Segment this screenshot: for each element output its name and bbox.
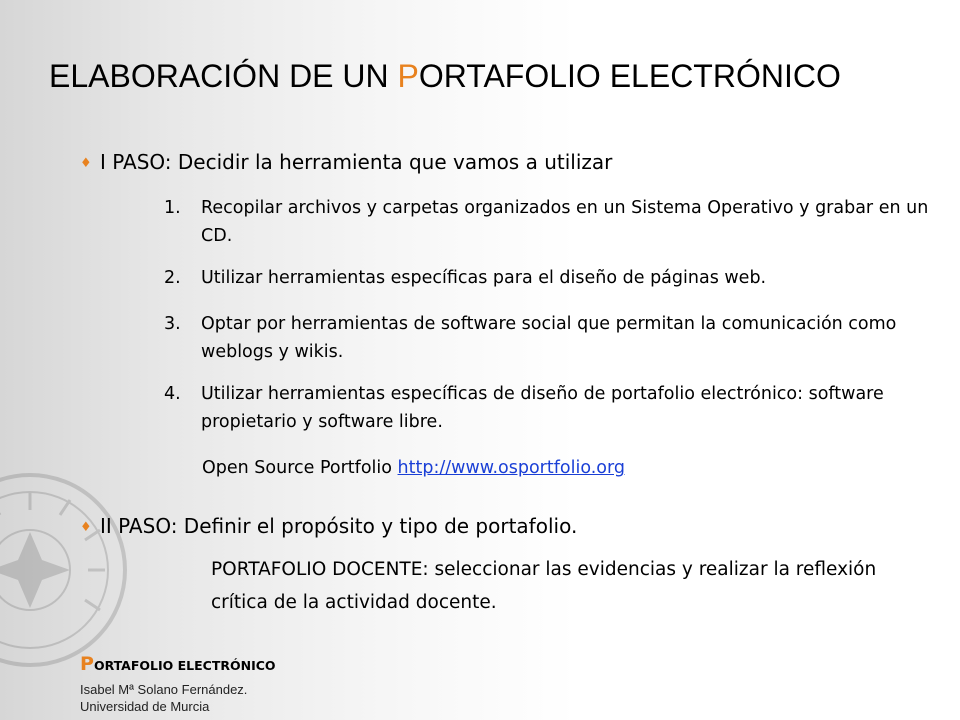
- diamond-bullet-icon: ♦: [80, 156, 92, 171]
- diamond-bullet-icon: ♦: [80, 520, 92, 535]
- footer-brand-rest: ORTAFOLIO ELECTRÓNICO: [93, 658, 276, 673]
- title-start: ELABORACIÓN DE UN: [49, 58, 398, 94]
- footer-brand: [80, 653, 276, 675]
- list-item-number: 2.: [164, 268, 181, 288]
- list-item: [164, 264, 944, 292]
- page-title: [49, 58, 949, 95]
- list-item-text: Optar por herramientas de software social que permitan la comunicación como weblogs y wikis.: [201, 314, 897, 362]
- list-item: [164, 310, 944, 366]
- osp-link[interactable]: http://www.osportfolio.org: [397, 458, 625, 478]
- paso1-heading-row: [80, 150, 612, 174]
- list-item-number: 3.: [164, 314, 181, 334]
- list-item: [164, 380, 944, 436]
- paso2-heading: II PASO: Definir el propósito y tipo de portafolio.: [100, 514, 578, 538]
- list-item-text: Recopilar archivos y carpetas organizados en un Sistema Operativo y grabar en un CD.: [201, 198, 929, 246]
- list-item-text: Utilizar herramientas específicas para el diseño de páginas web.: [201, 268, 767, 288]
- university-seal-icon: [0, 470, 130, 670]
- list-item-number: 4.: [164, 384, 181, 404]
- list-item-number: 1.: [164, 198, 181, 218]
- list-item: [164, 194, 944, 250]
- portafolio-docente-text: PORTAFOLIO DOCENTE: seleccionar las evidencias y realizar la reflexión crítica de la actividad docente.: [211, 559, 877, 613]
- list-item-text: Utilizar herramientas específicas de diseño de portafolio electrónico: software propietario y software libre.: [201, 384, 884, 432]
- open-source-portfolio-line: [202, 458, 625, 478]
- footer-brand-initial: P: [80, 653, 94, 675]
- footer-institution: Universidad de Murcia: [80, 699, 210, 714]
- title-end: ORTAFOLIO ELECTRÓNICO: [418, 58, 841, 94]
- paso2-heading-row: [80, 514, 577, 538]
- paso1-heading: I PASO: Decidir la herramienta que vamos a utilizar: [100, 150, 613, 174]
- osp-label: Open Source Portfolio: [202, 458, 398, 478]
- footer-author: Isabel Mª Solano Fernández.: [80, 682, 248, 697]
- title-accent-letter: P: [397, 58, 419, 94]
